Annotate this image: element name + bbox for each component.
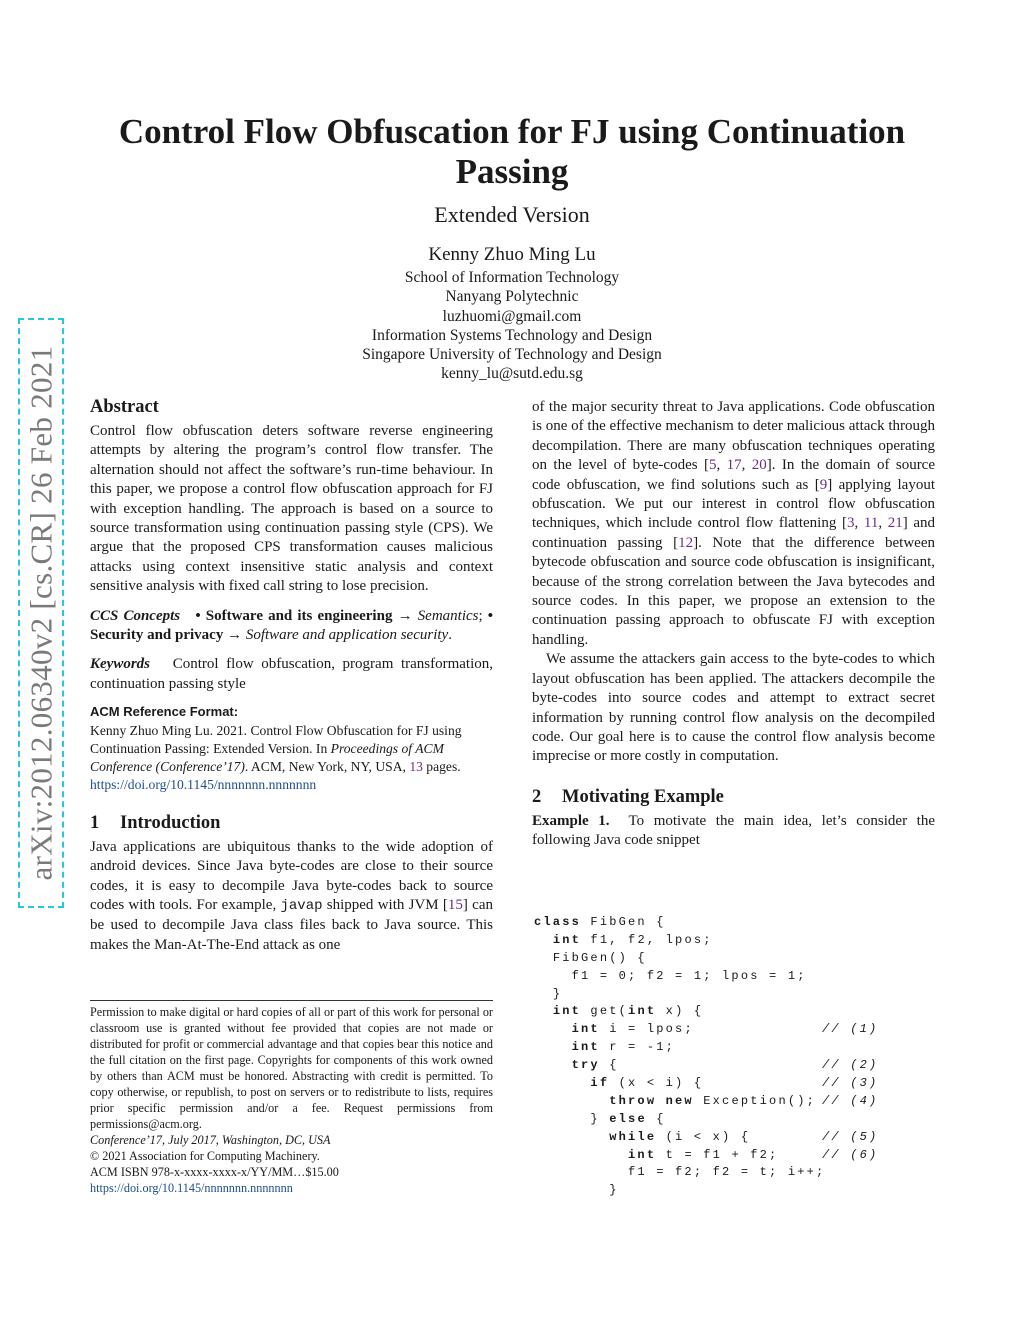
isbn-line: ACM ISBN 978-x-xxxx-xxxx-x/YY/MM…$15.00	[90, 1165, 339, 1179]
code-keyword: int	[552, 1004, 582, 1019]
intro-text-part: Java applications are ubiquitous thanks to the wide adoption of android devices. Since Java byte-codes are close to their source codes, it is easy to decompile Java byte-codes back to source codes with tools. For example,	[90, 838, 493, 913]
code-indent	[534, 1022, 572, 1036]
citation-link[interactable]: 9	[819, 476, 828, 493]
intro-paragraph-2: We assume the attackers gain access to the byte-codes to which layout obfuscation has been applied. The attackers decompile the byte-codes into source codes and attempt to extract secret information by running control flow analysis on the decompiled code. Our goal here is to cause the control flow analysis become imprecise or more costly in computation.	[532, 651, 935, 765]
code-comment: // (1)	[822, 1022, 879, 1037]
code-keyword: int	[628, 1147, 657, 1162]
intro-text-part: ]. Note that the difference between bytecode obfuscation and source code obfuscation is insignificant, because of the strong correlation between the Java bytecodes and source codes. In this paper, we propose an extension to the continuation passing approach to obfuscate FJ with exception handling.	[532, 534, 935, 648]
footnote	[90, 1004, 493, 1196]
ccs-separator: ;	[478, 607, 483, 624]
left-column	[90, 396, 493, 955]
ccs-bullet-1: • Software and its engineering	[195, 607, 393, 624]
code-line	[534, 1147, 934, 1165]
acm-reference-heading: ACM Reference Format:	[90, 704, 239, 720]
code-indent	[534, 951, 553, 965]
intro-text-part: shipped with JVM [	[322, 896, 448, 913]
section-title: Introduction	[120, 812, 221, 833]
code-keyword: try	[571, 1058, 600, 1073]
code-text: }	[590, 1111, 610, 1126]
citation-link[interactable]: 5	[708, 457, 717, 474]
citation-link[interactable]: 20	[751, 457, 767, 474]
ccs-arrow: →	[397, 607, 413, 624]
code-indent	[534, 933, 553, 947]
code-line	[534, 1182, 934, 1200]
copyright-line: © 2021 Association for Computing Machinery.	[90, 1149, 320, 1163]
ccs-end: .	[448, 627, 452, 644]
code-indent	[534, 1076, 590, 1090]
ccs-arrow: →	[227, 627, 243, 644]
code-text: f1 = f2; f2 = t; i++;	[628, 1165, 826, 1180]
intro-text-part: ] applying layout obfuscation. We put our interest in control flow obfuscation techniques, which include control flow flattening [	[532, 476, 935, 532]
keywords-text: Control flow obfuscation, program transformation, continuation passing style	[90, 656, 494, 692]
code-indent	[534, 1040, 572, 1054]
code-text: f1, f2, lpos;	[581, 932, 713, 947]
ccs-bullet-2: • Security and privacy	[90, 607, 494, 644]
author-email[interactable]: luzhuomi@gmail.com	[442, 307, 582, 325]
code-indent	[534, 1094, 609, 1108]
code-line	[534, 1129, 934, 1147]
arxiv-stamp	[18, 318, 64, 908]
code-line	[534, 1039, 934, 1057]
code-keyword: class	[534, 915, 582, 929]
code-keyword: int	[571, 1022, 600, 1037]
citation-link[interactable]: 3	[846, 515, 855, 532]
code-comment: // (5)	[822, 1129, 879, 1144]
paper-subtitle: Extended Version	[434, 202, 590, 227]
intro-tool-name: javap	[280, 897, 323, 914]
code-text: FibGen() {	[552, 950, 647, 965]
code-line	[534, 1021, 934, 1039]
code-comment: // (4)	[822, 1093, 879, 1108]
code-keyword: int	[628, 1004, 657, 1019]
code-line	[534, 986, 934, 1004]
section-number: 2	[532, 786, 542, 807]
acm-ref-text: Kenny Zhuo Ming Lu. 2021. Control Flow Obfuscation for FJ using Continuation Passing: Extended Version. In	[90, 722, 462, 756]
footnote-rule	[90, 1000, 493, 1001]
acm-ref-text: . ACM, New York, NY, USA,	[244, 758, 410, 774]
affiliations	[60, 268, 964, 384]
code-keyword: int	[571, 1040, 600, 1055]
code-text: t = f1 + f2;	[656, 1147, 779, 1162]
code-text: (x < i) {	[609, 1076, 704, 1091]
code-text: get(	[581, 1004, 629, 1019]
code-indent	[534, 1130, 609, 1144]
code-text: {	[599, 1058, 619, 1073]
code-text: Exception();	[693, 1093, 817, 1108]
code-text: i = lpos;	[599, 1022, 694, 1037]
code-comment: // (6)	[822, 1147, 879, 1162]
affiliation-line: Singapore University of Technology and Design	[362, 346, 662, 364]
abstract-text: Control flow obfuscation deters software reverse engineering attempts by altering the program’s control flow transfer. The alternation should not affect the software’s run-time behaviour. In this paper, we propose a control flow obfuscation approach for FJ with exception handling. The approach is based on a source to source transformation using continuation passing style (CPS). We argue that the proposed CPS transformation causes malicious attacks using context insensitive static analysis and context sensitive analysis with fixed call string to lose precision.	[90, 423, 493, 595]
ccs-label: CCS Concepts	[90, 607, 181, 624]
section-number: 1	[90, 812, 100, 833]
code-line	[534, 932, 934, 950]
code-indent	[534, 1058, 572, 1072]
intro-text	[90, 838, 493, 955]
intro-text-part: ] can be used to decompile Java class files back to Java source. This makes the Man-At-The-End attack as one	[90, 896, 494, 953]
code-listing	[534, 914, 934, 1200]
affiliation-line: School of Information Technology	[404, 269, 620, 286]
code-line	[534, 1111, 934, 1129]
intro-heading	[90, 812, 493, 834]
intro-text-part: ]. In the domain of source code obfuscation, we find solutions such as [	[532, 457, 936, 493]
code-text: x) {	[656, 1004, 704, 1019]
code-keyword: else	[609, 1111, 647, 1126]
citation-link[interactable]: 15	[447, 896, 463, 913]
permission-notice: Permission to make digital or hard copies of all or part of this work for personal or classroom use is granted without fee provided that copies are not made or distributed for profit or commercial advantage and that copies bear this notice and the full citation on the first page. Copyrights for components of this work owned by others than ACM must be honored. Abstracting with credit is permitted. To copy otherwise, or republish, to post on servers or to redistribute to lists, requires prior specific permission and/or a fee. Request permissions from permissions@acm.org.	[90, 1005, 493, 1131]
keywords-label: Keywords	[90, 656, 150, 673]
code-line	[534, 1164, 934, 1182]
acm-ref-doi-link[interactable]: https://doi.org/10.1145/nnnnnnn.nnnnnnn	[90, 776, 317, 792]
ccs-concepts	[90, 607, 493, 646]
citation-link[interactable]: 17	[726, 457, 742, 474]
citation-link[interactable]: 11	[863, 515, 879, 532]
code-indent	[534, 987, 553, 1001]
code-text: }	[552, 986, 563, 1001]
code-comment: // (3)	[822, 1076, 879, 1091]
conference-info: Conference’17, July 2017, Washington, DC, USA	[90, 1133, 331, 1147]
citation-link[interactable]: 12	[678, 534, 694, 551]
affiliation-line: Information Systems Technology and Design	[371, 326, 653, 344]
code-indent	[534, 1004, 553, 1018]
acm-reference	[90, 722, 493, 794]
arxiv-stamp-text: arXiv:2012.06340v2 [cs.CR] 26 Feb 2021	[23, 345, 59, 881]
keywords	[90, 655, 493, 694]
code-keyword: if	[590, 1076, 610, 1091]
code-text: r = -1;	[599, 1040, 676, 1055]
example-paragraph	[532, 812, 935, 851]
code-line	[534, 1057, 934, 1075]
code-line	[534, 914, 934, 932]
code-line	[534, 1093, 934, 1111]
code-indent	[534, 1112, 590, 1126]
author-email[interactable]: kenny_lu@sutd.edu.sg	[441, 365, 583, 383]
code-indent	[534, 1183, 609, 1197]
intro-continued: of the major security threat to Java applications. Code obfuscation is one of the effective mechanism to deter malicious attack through decompilation. There are many obfuscation techniques operating on the level of byte-codes [5, 17, 20]. In the domain of source code obfuscation, we find solutions such as [9] applying layout obfuscation. We put our interest in control flow obfuscation techniques, which include control flow flattening [3, 11, 21] and continuation passing [12]. Note that the difference between bytecode obfuscation and source code obfuscation is insignificant, because of the strong correlation between the Java bytecodes and source codes. In this paper, we propose an extension to the continuation passing approach to obfuscate FJ with exception handling.	[532, 399, 936, 648]
ccs-topic-1: Semantics	[417, 607, 479, 624]
acm-ref-proceedings: Proceedings of ACM Conference (Conference’17)	[90, 740, 444, 774]
intro-text-part: of the major security threat to Java applications. Code obfuscation is one of the effective mechanism to deter malicious attack through decompilation. There are many obfuscation techniques operating on the level of byte-codes [	[532, 399, 935, 474]
code-line	[534, 1003, 934, 1021]
code-indent	[534, 969, 572, 983]
code-keyword: throw new	[609, 1093, 694, 1108]
affiliation-line: Nanyang Polytechnic	[445, 288, 579, 306]
code-keyword: int	[552, 932, 582, 947]
code-comment: // (2)	[822, 1058, 879, 1073]
author-name: Kenny Zhuo Ming Lu	[428, 244, 596, 265]
code-text: }	[609, 1183, 619, 1198]
acm-ref-pages-link[interactable]: 13	[409, 758, 423, 774]
code-text: (i < x) {	[656, 1129, 751, 1144]
code-line	[534, 968, 934, 986]
code-line	[534, 950, 934, 968]
code-indent	[534, 1148, 628, 1162]
code-text: {	[646, 1111, 666, 1126]
section-title: Motivating Example	[562, 786, 724, 807]
example-text: To motivate the main idea, let’s consider the following Java code snippet	[532, 812, 936, 849]
ccs-topic-2: Software and application security	[245, 627, 449, 644]
code-text: f1 = 0; f2 = 1; lpos = 1;	[571, 968, 807, 983]
code-line	[534, 1075, 934, 1093]
code-indent	[534, 1165, 628, 1179]
motivating-heading	[532, 786, 935, 808]
code-keyword: while	[609, 1129, 657, 1144]
example-label: Example 1.	[532, 812, 610, 829]
intro-text-part: ] and continuation passing [	[532, 515, 936, 551]
citation-link[interactable]: 21	[887, 515, 903, 532]
footnote-doi-link[interactable]: https://doi.org/10.1145/nnnnnnn.nnnnnnn	[90, 1181, 293, 1195]
abstract-heading: Abstract	[90, 397, 159, 417]
acm-ref-text: pages.	[422, 758, 461, 774]
paper-title: Control Flow Obfuscation for FJ using Continuation Passing	[118, 112, 906, 191]
code-text: FibGen {	[581, 915, 666, 929]
right-column	[532, 398, 935, 851]
